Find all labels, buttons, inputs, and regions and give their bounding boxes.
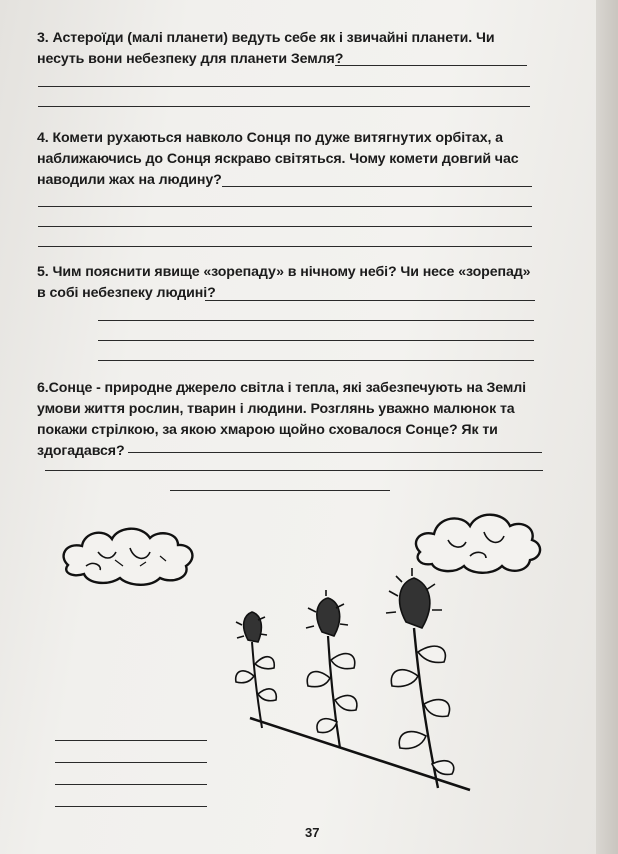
page-number: 37 bbox=[305, 825, 320, 840]
question-6-text: Сонце - природне джерело світла і тепла, які забезпечують на Землі умови життя рослин, тварин і людини. Розглянь уважно малюнок та покажи стрілкою, за якою хмарою щойно сховалося Сонце? Як ти здогадався? bbox=[37, 380, 527, 459]
right-cloud-icon[interactable] bbox=[416, 515, 540, 573]
question-4-text: рухаються навколо Сонця по дуже витягнутих орбітах, а наближаючись до Сонця яскраво світяться. Чому комети довгий час наводили жах на людину? bbox=[37, 130, 519, 188]
sunflower-2-icon bbox=[306, 590, 357, 748]
sunflower-3-icon bbox=[386, 568, 454, 788]
left-cloud-icon[interactable] bbox=[64, 529, 193, 585]
question-6-number: 6. bbox=[37, 380, 49, 396]
question-3-text: (малі планети) ведуть себе як і звичайні планети. Чи несуть вони небезпеку для планети Земля? bbox=[37, 30, 495, 67]
question-4-number: 4. bbox=[37, 130, 49, 146]
question-5-number: 5. bbox=[37, 264, 49, 280]
question-3-number: 3. bbox=[37, 30, 49, 46]
question-3-term: Астероїди bbox=[52, 30, 124, 46]
answer-line[interactable] bbox=[55, 806, 207, 807]
answer-line[interactable] bbox=[55, 762, 207, 763]
answer-line[interactable] bbox=[55, 740, 207, 741]
question-5-text: Чим пояснити явище «зорепаду» в нічному небі? Чи несе «зорепад» в собі небезпеку людині? bbox=[37, 264, 531, 301]
question-4-term: Комети bbox=[52, 130, 103, 146]
answer-line[interactable] bbox=[55, 784, 207, 785]
sunflower-1-icon bbox=[236, 612, 277, 728]
